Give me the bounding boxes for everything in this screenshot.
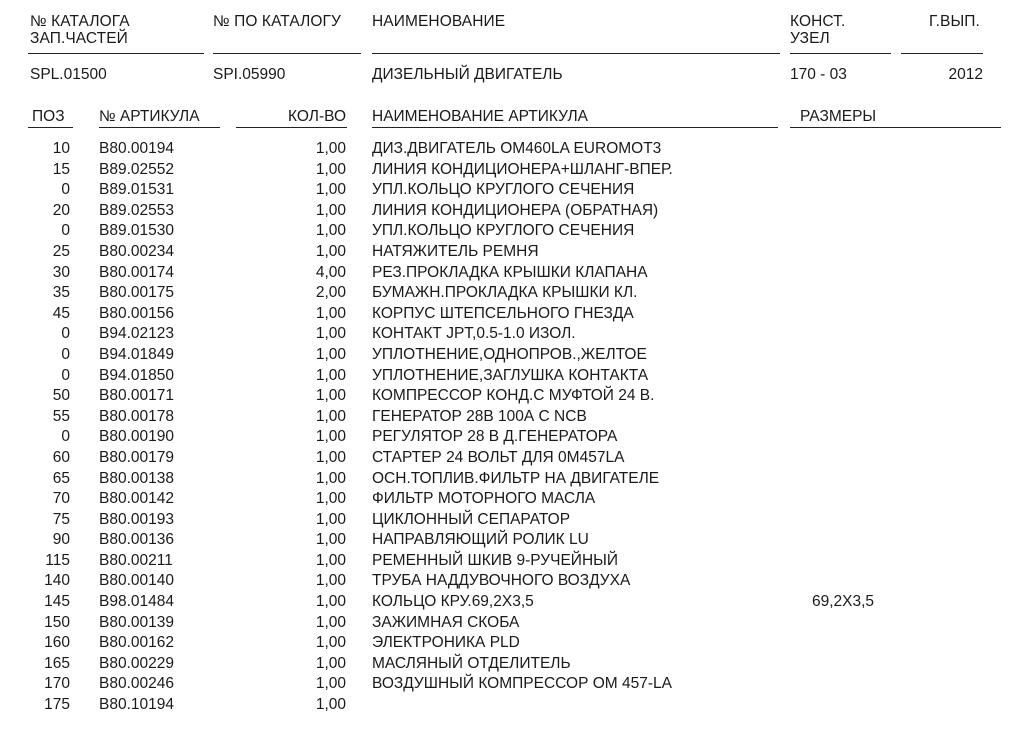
table-row bbox=[0, 221, 1024, 242]
header-rule-year bbox=[901, 53, 983, 54]
col-head-qty: КОЛ-ВО bbox=[288, 108, 346, 125]
table-row bbox=[0, 613, 1024, 634]
row-article-name: ДИЗ.ДВИГАТЕЛЬ OM460LA EUROMOT3 bbox=[372, 140, 662, 157]
row-article-name: РЕМЕННЫЙ ШКИВ 9-РУЧЕЙНЫЙ bbox=[372, 551, 618, 569]
row-position: 35 bbox=[52, 284, 70, 302]
row-article-number: B80.00190 bbox=[99, 428, 174, 446]
catalog-label-line1: № КАТАЛОГА bbox=[30, 13, 130, 30]
table-row bbox=[0, 551, 1024, 572]
row-article-name: НАПРАВЛЯЮЩИЙ РОЛИК LU bbox=[372, 531, 589, 549]
row-position: 115 bbox=[45, 551, 70, 569]
row-article-name: СТАРТЕР 24 ВОЛЬТ ДЛЯ 0М457LA bbox=[372, 448, 625, 466]
row-quantity: 4,00 bbox=[315, 263, 346, 281]
row-article-number: B80.00142 bbox=[99, 490, 174, 508]
row-article-number: B89.01530 bbox=[99, 222, 174, 240]
row-position: 0 bbox=[61, 325, 70, 343]
col-rule-qty bbox=[236, 127, 347, 128]
row-position: 65 bbox=[52, 469, 70, 487]
table-row bbox=[0, 674, 1024, 695]
row-article-name: ФИЛЬТР МОТОРНОГО МАСЛА bbox=[372, 490, 596, 508]
row-article-number: B80.00140 bbox=[99, 572, 174, 590]
col-head-pos: ПОЗ bbox=[32, 108, 65, 125]
row-position: 170 bbox=[44, 675, 70, 693]
row-quantity: 1,00 bbox=[315, 510, 346, 528]
row-article-name: НАТЯЖИТЕЛЬ РЕМНЯ bbox=[372, 242, 539, 260]
row-article-number: B94.02123 bbox=[99, 325, 174, 343]
parts-table-body bbox=[0, 139, 1024, 716]
table-row bbox=[0, 571, 1024, 592]
row-article-name: ЛИНИЯ КОНДИЦИОНЕРА+ШЛАНГ-ВПЕР. bbox=[372, 160, 673, 178]
row-quantity: 1,00 bbox=[315, 345, 346, 363]
col-rule-pos bbox=[28, 127, 73, 128]
catalog-number-label bbox=[30, 13, 130, 47]
row-article-number: B89.02553 bbox=[99, 201, 174, 219]
row-article-number: B98.01484 bbox=[99, 593, 174, 611]
col-head-article: № АРТИКУЛА bbox=[99, 108, 200, 125]
table-row bbox=[0, 530, 1024, 551]
row-article-number: B80.00174 bbox=[99, 263, 174, 281]
row-quantity: 1,00 bbox=[315, 696, 346, 714]
table-row bbox=[0, 366, 1024, 387]
const-unit-label bbox=[790, 13, 845, 47]
row-position: 60 bbox=[52, 448, 70, 466]
by-catalog-label: № ПО КАТАЛОГУ bbox=[213, 13, 341, 30]
row-quantity: 2,00 bbox=[315, 284, 346, 302]
row-article-name: ЛИНИЯ КОНДИЦИОНЕРА (ОБРАТНАЯ) bbox=[372, 201, 659, 219]
row-article-number: B94.01850 bbox=[99, 366, 174, 384]
row-article-number: B80.00194 bbox=[99, 140, 174, 157]
row-quantity: 1,00 bbox=[315, 181, 346, 199]
header-rule-by-catalog bbox=[213, 53, 361, 54]
table-row bbox=[0, 427, 1024, 448]
row-article-name: ВОЗДУШНЫЙ КОМПРЕССОР OM 457-LA bbox=[372, 675, 672, 693]
table-row bbox=[0, 633, 1024, 654]
row-quantity: 1,00 bbox=[315, 201, 346, 219]
row-quantity: 1,00 bbox=[315, 428, 346, 446]
row-quantity: 1,00 bbox=[315, 593, 346, 611]
row-article-number: B80.00229 bbox=[99, 654, 174, 672]
row-quantity: 1,00 bbox=[315, 675, 346, 693]
row-position: 0 bbox=[61, 181, 70, 199]
table-row bbox=[0, 242, 1024, 263]
table-row bbox=[0, 304, 1024, 325]
table-row bbox=[0, 489, 1024, 510]
row-article-number: B80.00171 bbox=[99, 387, 174, 405]
row-position: 55 bbox=[52, 407, 70, 425]
row-article-name: УПЛОТНЕНИЕ,ЗАГЛУШКА КОНТАКТА bbox=[372, 366, 649, 384]
row-position: 0 bbox=[61, 222, 70, 240]
row-quantity: 1,00 bbox=[315, 325, 346, 343]
const-unit-value: 170 - 03 bbox=[790, 66, 847, 83]
row-article-name: ЭЛЕКТРОНИКА PLD bbox=[372, 634, 520, 652]
year-value: 2012 bbox=[948, 66, 983, 83]
by-catalog-value: SPI.05990 bbox=[213, 66, 286, 83]
row-position: 70 bbox=[52, 490, 70, 508]
row-article-number: B80.00138 bbox=[99, 469, 174, 487]
col-rule-name bbox=[372, 127, 778, 128]
header-rule-name bbox=[372, 53, 780, 54]
catalog-label-line2: ЗАП.ЧАСТЕЙ bbox=[30, 30, 128, 47]
row-position: 0 bbox=[61, 366, 70, 384]
row-position: 45 bbox=[52, 304, 70, 322]
row-article-name: УПЛ.КОЛЬЦО КРУГЛОГО СЕЧЕНИЯ bbox=[372, 181, 635, 199]
row-article-number: B80.00211 bbox=[99, 551, 173, 569]
row-position: 10 bbox=[52, 140, 70, 157]
row-article-number: B80.00234 bbox=[99, 242, 174, 260]
table-row bbox=[0, 139, 1024, 160]
row-article-name: УПЛОТНЕНИЕ,ОДНОПРОВ.,ЖЕЛТОЕ bbox=[372, 345, 647, 363]
row-quantity: 1,00 bbox=[315, 242, 346, 260]
col-rule-article bbox=[99, 127, 220, 128]
row-article-name: КОМПРЕССОР КОНД.С МУФТОЙ 24 В. bbox=[372, 387, 655, 405]
row-position: 25 bbox=[52, 242, 70, 260]
row-quantity: 1,00 bbox=[315, 634, 346, 652]
row-quantity: 1,00 bbox=[315, 654, 346, 672]
table-row bbox=[0, 654, 1024, 675]
row-article-name: ГЕНЕРАТОР 28В 100А С NCB bbox=[372, 407, 587, 425]
const-label-line2: УЗЕЛ bbox=[790, 30, 830, 47]
row-position: 20 bbox=[52, 201, 70, 219]
row-position: 30 bbox=[52, 263, 70, 281]
table-row bbox=[0, 469, 1024, 490]
row-size: 69,2X3,5 bbox=[812, 593, 875, 611]
row-quantity: 1,00 bbox=[315, 448, 346, 466]
row-article-name: УПЛ.КОЛЬЦО КРУГЛОГО СЕЧЕНИЯ bbox=[372, 222, 635, 240]
row-article-name: КОРПУС ШТЕПСЕЛЬНОГО ГНЕЗДА bbox=[372, 304, 634, 322]
col-head-size: РАЗМЕРЫ bbox=[800, 108, 877, 125]
row-article-name: КОЛЬЦО КРУ.69,2X3,5 bbox=[372, 593, 534, 611]
row-quantity: 1,00 bbox=[315, 160, 346, 178]
row-position: 160 bbox=[44, 634, 70, 652]
table-row bbox=[0, 345, 1024, 366]
col-head-name: НАИМЕНОВАНИЕ АРТИКУЛА bbox=[372, 108, 588, 125]
row-article-number: B80.00246 bbox=[99, 675, 174, 693]
row-quantity: 1,00 bbox=[315, 490, 346, 508]
row-position: 0 bbox=[61, 428, 70, 446]
table-row bbox=[0, 160, 1024, 181]
row-position: 145 bbox=[44, 593, 70, 611]
row-position: 50 bbox=[52, 387, 70, 405]
row-article-number: B80.00193 bbox=[99, 510, 174, 528]
row-article-number: B80.00156 bbox=[99, 304, 174, 322]
row-quantity: 1,00 bbox=[315, 407, 346, 425]
table-row bbox=[0, 448, 1024, 469]
row-quantity: 1,00 bbox=[315, 387, 346, 405]
row-article-number: B80.00139 bbox=[99, 613, 174, 631]
row-article-name: ЗАЖИМНАЯ СКОБА bbox=[372, 613, 520, 631]
row-article-number: B80.00179 bbox=[99, 448, 174, 466]
row-quantity: 1,00 bbox=[315, 304, 346, 322]
table-row bbox=[0, 324, 1024, 345]
row-quantity: 1,00 bbox=[315, 613, 346, 631]
table-row bbox=[0, 592, 1024, 613]
table-row bbox=[0, 201, 1024, 222]
const-label-line1: КОНСТ. bbox=[790, 13, 846, 30]
row-position: 75 bbox=[52, 510, 70, 528]
row-position: 140 bbox=[44, 572, 70, 590]
table-row bbox=[0, 283, 1024, 304]
row-quantity: 1,00 bbox=[315, 222, 346, 240]
row-article-name: РЕГУЛЯТОР 28 В Д.ГЕНЕРАТОРА bbox=[372, 428, 618, 446]
row-position: 0 bbox=[61, 345, 70, 363]
row-position: 90 bbox=[52, 531, 70, 549]
row-article-number: B80.00136 bbox=[99, 531, 174, 549]
table-row bbox=[0, 263, 1024, 284]
table-row bbox=[0, 510, 1024, 531]
row-article-name: МАСЛЯНЫЙ ОТДЕЛИТЕЛЬ bbox=[372, 654, 571, 672]
table-row bbox=[0, 695, 1024, 716]
row-position: 15 bbox=[52, 160, 70, 178]
header-rule-catalog bbox=[28, 53, 204, 54]
row-quantity: 1,00 bbox=[315, 469, 346, 487]
row-article-number: B80.00175 bbox=[99, 284, 174, 302]
row-article-number: B89.01531 bbox=[99, 181, 174, 199]
row-quantity: 1,00 bbox=[315, 531, 346, 549]
row-article-number: B80.10194 bbox=[99, 696, 174, 714]
col-rule-size bbox=[790, 127, 1001, 128]
row-article-name: РЕЗ.ПРОКЛАДКА КРЫШКИ КЛАПАНА bbox=[372, 263, 648, 281]
row-article-number: B80.00178 bbox=[99, 407, 174, 425]
row-quantity: 1,00 bbox=[315, 551, 346, 569]
table-row bbox=[0, 386, 1024, 407]
table-row bbox=[0, 407, 1024, 428]
row-position: 150 bbox=[44, 613, 70, 631]
catalog-number-value: SPL.01500 bbox=[30, 66, 107, 83]
header-rule-const bbox=[790, 53, 891, 54]
table-row bbox=[0, 180, 1024, 201]
row-article-number: B94.01849 bbox=[99, 345, 174, 363]
row-position: 175 bbox=[44, 696, 70, 714]
row-quantity: 1,00 bbox=[315, 572, 346, 590]
row-position: 165 bbox=[44, 654, 70, 672]
row-quantity: 1,00 bbox=[315, 366, 346, 384]
row-article-name: ТРУБА НАДДУВОЧНОГО ВОЗДУХА bbox=[372, 572, 631, 590]
row-article-number: B80.00162 bbox=[99, 634, 174, 652]
row-article-name: ОСН.ТОПЛИВ.ФИЛЬТР НА ДВИГАТЕЛЕ bbox=[372, 469, 660, 487]
row-quantity: 1,00 bbox=[315, 140, 346, 157]
row-article-name: БУМАЖН.ПРОКЛАДКА КРЫШКИ КЛ. bbox=[372, 284, 638, 302]
row-article-number: B89.02552 bbox=[99, 160, 174, 178]
name-label: НАИМЕНОВАНИЕ bbox=[372, 13, 506, 30]
year-label: Г.ВЫП. bbox=[929, 13, 980, 30]
row-article-name: ЦИКЛОННЫЙ СЕПАРАТОР bbox=[372, 510, 571, 528]
row-article-name: КОНТАКТ JPT,0.5-1.0 ИЗОЛ. bbox=[372, 325, 576, 343]
name-value: ДИЗЕЛЬНЫЙ ДВИГАТЕЛЬ bbox=[372, 66, 563, 83]
